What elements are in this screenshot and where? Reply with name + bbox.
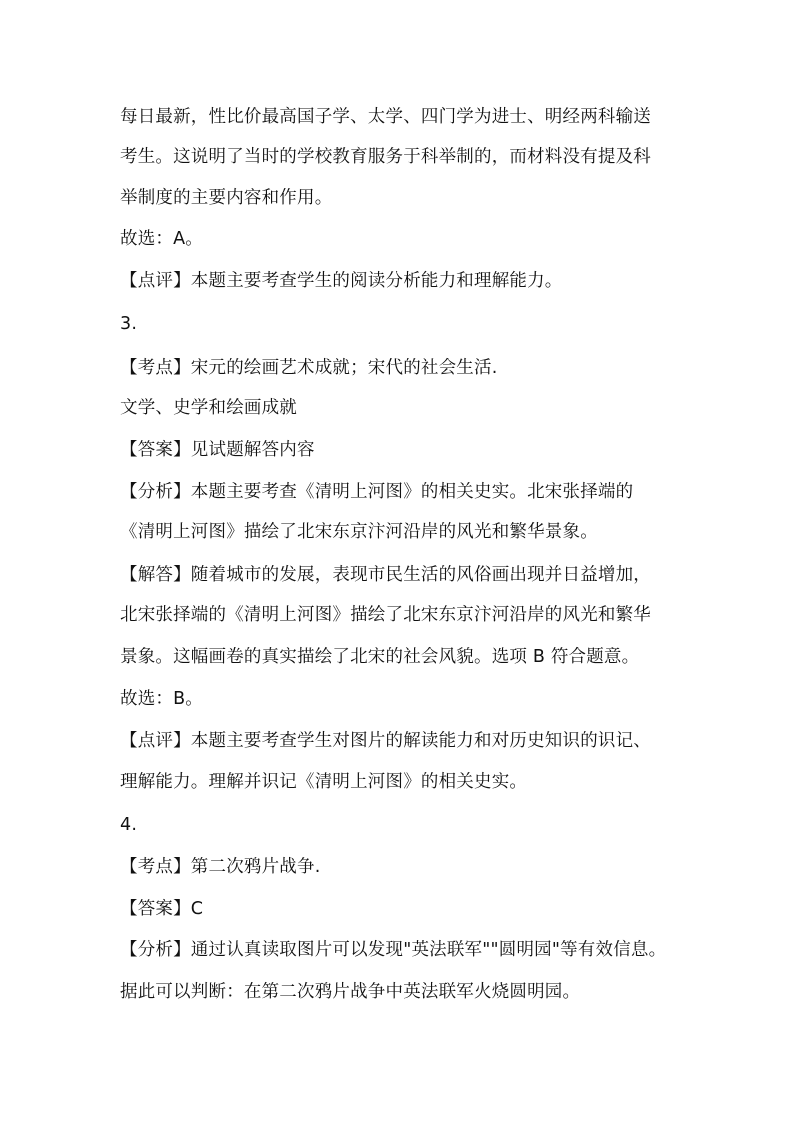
text-line: 【答案】见试题解答内容 bbox=[120, 440, 315, 460]
text-line: 【考点】宋元的绘画艺术成就；宋代的社会生活. bbox=[120, 358, 498, 378]
text-line: 文学、史学和绘画成就 bbox=[120, 398, 297, 418]
text-line: 故选：A。 bbox=[120, 229, 203, 249]
text-line: 景象。这幅画卷的真实描绘了北宋的社会风貌。选项 B 符合题意。 bbox=[120, 647, 640, 667]
text-line: 考生。这说明了当时的学校教育服务于科举制的，而材料没有提及科 bbox=[120, 147, 651, 167]
question-number: 4. bbox=[120, 815, 138, 835]
question-number: 3. bbox=[120, 314, 138, 334]
text-line: 理解能力。理解并识记《清明上河图》的相关史实。 bbox=[120, 772, 528, 792]
text-line: 【答案】C bbox=[120, 899, 204, 919]
text-line: 【分析】通过认真读取图片可以发现"英法联军""圆明园"等有效信息。 bbox=[120, 940, 667, 960]
text-line: 每日最新，性比价最高国子学、太学、四门学为进士、明经两科输送 bbox=[120, 107, 651, 127]
text-line: 据此可以判断：在第二次鸦片战争中英法联军火烧圆明园。 bbox=[120, 982, 581, 1002]
text-line: 故选：B。 bbox=[120, 689, 204, 709]
text-line: 北宋张择端的《清明上河图》描绘了北宋东京汴河沿岸的风光和繁华 bbox=[120, 605, 651, 625]
text-line: 【分析】本题主要考查《清明上河图》的相关史实。北宋张择端的 bbox=[120, 482, 634, 502]
text-line: 【点评】本题主要考查学生的阅读分析能力和理解能力。 bbox=[120, 271, 563, 291]
text-line: 【考点】第二次鸦片战争. bbox=[120, 857, 321, 877]
text-line: 《清明上河图》描绘了北宋东京汴河沿岸的风光和繁华景象。 bbox=[120, 522, 598, 542]
text-line: 举制度的主要内容和作用。 bbox=[120, 188, 333, 208]
text-line: 【点评】本题主要考查学生对图片的解读能力和对历史知识的识记、 bbox=[120, 731, 651, 751]
text-line: 【解答】随着城市的发展，表现市民生活的风俗画出现并日益增加， bbox=[120, 565, 651, 585]
